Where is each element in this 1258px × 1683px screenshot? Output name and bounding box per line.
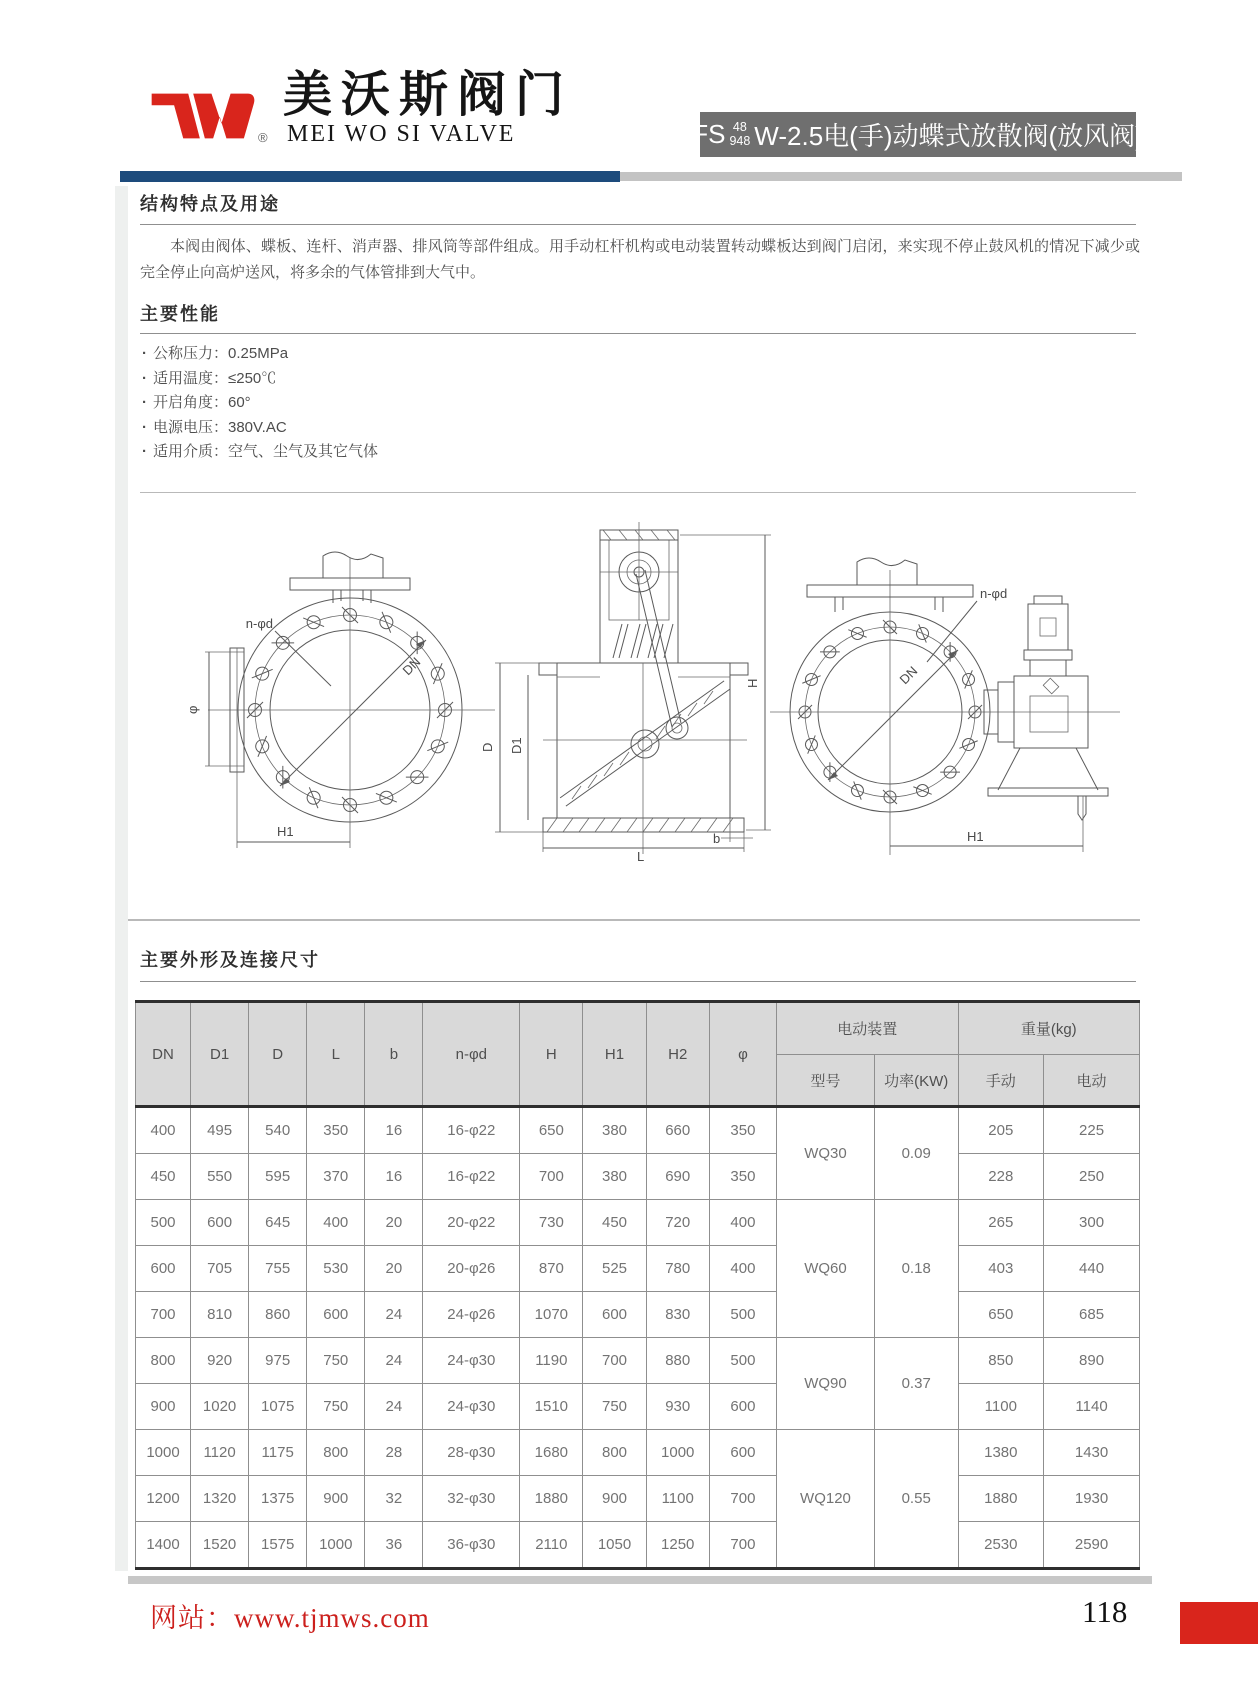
features-paragraph: 本阀由阀体、蝶板、连杆、消声器、排风筒等部件组成。用手动杠杆机构或电动装置转动蝶板达到阀门启闭，来实现不停止鼓风机的情况下减少或完全停止向高炉送风，将多余的气体管排到大气中。 bbox=[140, 238, 1140, 281]
dim-cell: 32-φ30 bbox=[423, 1476, 520, 1522]
weight-cell: 650 bbox=[958, 1292, 1044, 1338]
dim-cell: 750 bbox=[583, 1384, 646, 1430]
model-title: W-2.5电(手)动蝶式放散阀(放风阀) bbox=[754, 121, 1144, 151]
dim-cell: 400 bbox=[709, 1246, 776, 1292]
header-accent-bar-gray bbox=[620, 172, 1182, 181]
dim-cell: 540 bbox=[249, 1107, 307, 1154]
dim-label-h1: H1 bbox=[967, 829, 984, 844]
dim-cell: 880 bbox=[646, 1338, 709, 1384]
dim-label-d: D bbox=[480, 742, 495, 752]
group-header-weight: 重量(kg) bbox=[958, 1002, 1140, 1055]
dim-cell: 1000 bbox=[646, 1430, 709, 1476]
dim-cell: 400 bbox=[136, 1107, 191, 1154]
col-header-model: 型号 bbox=[777, 1055, 875, 1107]
dim-cell: 1510 bbox=[520, 1384, 583, 1430]
dim-cell: 1120 bbox=[191, 1430, 249, 1476]
dim-label-dn: DN bbox=[896, 663, 921, 688]
dim-cell: 370 bbox=[307, 1154, 365, 1200]
dim-cell: 1000 bbox=[307, 1522, 365, 1569]
dim-label-h1: H1 bbox=[277, 824, 294, 839]
model-number-stack bbox=[729, 121, 750, 147]
col-header-power: 功率(KW) bbox=[874, 1055, 958, 1107]
dim-cell: 1175 bbox=[249, 1430, 307, 1476]
dim-cell: 28-φ30 bbox=[423, 1430, 520, 1476]
col-header-h1: H1 bbox=[583, 1002, 646, 1107]
dim-cell: 700 bbox=[709, 1522, 776, 1569]
divider bbox=[140, 224, 1136, 225]
dim-cell: 800 bbox=[307, 1430, 365, 1476]
dim-label-phi: φ bbox=[185, 705, 200, 714]
actuator-power-cell: 0.18 bbox=[874, 1200, 958, 1338]
dim-cell: 450 bbox=[136, 1154, 191, 1200]
dim-cell: 16 bbox=[365, 1107, 423, 1154]
dim-cell: 920 bbox=[191, 1338, 249, 1384]
dim-cell: 1000 bbox=[136, 1430, 191, 1476]
dim-cell: 20 bbox=[365, 1246, 423, 1292]
dim-cell: 600 bbox=[709, 1430, 776, 1476]
dim-cell: 28 bbox=[365, 1430, 423, 1476]
dim-cell: 1020 bbox=[191, 1384, 249, 1430]
actuator-model-cell: WQ60 bbox=[777, 1200, 875, 1338]
brand-name-chinese: 美沃斯阀门 bbox=[283, 67, 574, 122]
dim-cell: 730 bbox=[520, 1200, 583, 1246]
weight-cell: 2530 bbox=[958, 1522, 1044, 1569]
dim-cell: 24 bbox=[365, 1338, 423, 1384]
dimension-table bbox=[135, 1000, 1140, 1570]
dim-cell: 24 bbox=[365, 1384, 423, 1430]
col-header-l: L bbox=[307, 1002, 365, 1107]
dim-cell: 2110 bbox=[520, 1522, 583, 1569]
weight-cell: 1930 bbox=[1044, 1476, 1140, 1522]
model-prefix: FS bbox=[692, 119, 726, 149]
dim-cell: 20-φ26 bbox=[423, 1246, 520, 1292]
col-header-h: H bbox=[520, 1002, 583, 1107]
dim-cell: 16-φ22 bbox=[423, 1154, 520, 1200]
weight-cell: 850 bbox=[958, 1338, 1044, 1384]
performance-list bbox=[142, 342, 378, 465]
list-item: · 公称压力：0.25MPa bbox=[142, 342, 378, 367]
col-header-manual: 手动 bbox=[958, 1055, 1044, 1107]
dim-label-n-phi-d: n-φd bbox=[245, 616, 273, 631]
dim-cell: 24-φ30 bbox=[423, 1384, 520, 1430]
weight-cell: 1140 bbox=[1044, 1384, 1140, 1430]
table-row bbox=[136, 1246, 1140, 1292]
dim-cell: 800 bbox=[583, 1430, 646, 1476]
brand-logo-icon bbox=[150, 74, 258, 158]
divider bbox=[140, 981, 1136, 982]
dim-cell: 500 bbox=[709, 1338, 776, 1384]
col-header-n-phi-d: n-φd bbox=[423, 1002, 520, 1107]
footer-divider bbox=[128, 1576, 1152, 1584]
list-item: · 适用温度：≤250℃ bbox=[142, 367, 378, 392]
dim-cell: 900 bbox=[136, 1384, 191, 1430]
dim-cell: 600 bbox=[191, 1200, 249, 1246]
weight-cell: 1880 bbox=[958, 1476, 1044, 1522]
dim-cell: 600 bbox=[583, 1292, 646, 1338]
dim-cell: 750 bbox=[307, 1338, 365, 1384]
dim-cell: 930 bbox=[646, 1384, 709, 1430]
dim-label-b: b bbox=[713, 831, 721, 846]
section-title-dimensions: 主要外形及连接尺寸 bbox=[140, 950, 320, 970]
weight-cell: 265 bbox=[958, 1200, 1044, 1246]
front-view bbox=[208, 558, 495, 848]
section-title-performance: 主要性能 bbox=[140, 304, 220, 324]
dim-cell: 860 bbox=[249, 1292, 307, 1338]
registered-trademark: ® bbox=[258, 130, 268, 145]
dim-cell: 700 bbox=[520, 1154, 583, 1200]
dim-cell: 600 bbox=[136, 1246, 191, 1292]
table-row bbox=[136, 1107, 1140, 1154]
dim-cell: 1200 bbox=[136, 1476, 191, 1522]
weight-cell: 685 bbox=[1044, 1292, 1140, 1338]
col-header-electric: 电动 bbox=[1044, 1055, 1140, 1107]
table-row bbox=[136, 1338, 1140, 1384]
dim-cell: 500 bbox=[136, 1200, 191, 1246]
electric-actuator bbox=[984, 596, 1108, 820]
list-item: · 开启角度：60° bbox=[142, 391, 378, 416]
actuator-model-cell: WQ90 bbox=[777, 1338, 875, 1430]
weight-cell: 205 bbox=[958, 1107, 1044, 1154]
weight-cell: 225 bbox=[1044, 1107, 1140, 1154]
dim-cell: 525 bbox=[583, 1246, 646, 1292]
dim-cell: 750 bbox=[307, 1384, 365, 1430]
table-row bbox=[136, 1430, 1140, 1476]
weight-cell: 1380 bbox=[958, 1430, 1044, 1476]
dim-cell: 500 bbox=[709, 1292, 776, 1338]
dim-cell: 350 bbox=[709, 1107, 776, 1154]
col-header-d1: D1 bbox=[191, 1002, 249, 1107]
dim-cell: 900 bbox=[583, 1476, 646, 1522]
weight-cell: 1430 bbox=[1044, 1430, 1140, 1476]
table-row bbox=[136, 1154, 1140, 1200]
dim-cell: 1880 bbox=[520, 1476, 583, 1522]
dim-cell: 450 bbox=[583, 1200, 646, 1246]
dim-cell: 32 bbox=[365, 1476, 423, 1522]
dim-cell: 600 bbox=[307, 1292, 365, 1338]
dim-label-dn: DN bbox=[399, 654, 424, 679]
weight-cell: 250 bbox=[1044, 1154, 1140, 1200]
dim-cell: 20 bbox=[365, 1200, 423, 1246]
dim-cell: 900 bbox=[307, 1476, 365, 1522]
dimension-table-body bbox=[136, 1107, 1140, 1569]
dim-cell: 700 bbox=[136, 1292, 191, 1338]
dim-cell: 690 bbox=[646, 1154, 709, 1200]
dim-cell: 24 bbox=[365, 1292, 423, 1338]
dim-cell: 1100 bbox=[646, 1476, 709, 1522]
dim-cell: 830 bbox=[646, 1292, 709, 1338]
actuator-power-cell: 0.09 bbox=[874, 1107, 958, 1200]
table-row bbox=[136, 1292, 1140, 1338]
dim-label-d1: D1 bbox=[509, 737, 524, 754]
dim-cell: 24-φ30 bbox=[423, 1338, 520, 1384]
dim-cell: 1250 bbox=[646, 1522, 709, 1569]
actuator-model-cell: WQ120 bbox=[777, 1430, 875, 1569]
table-row bbox=[136, 1200, 1140, 1246]
dim-cell: 650 bbox=[520, 1107, 583, 1154]
dim-cell: 660 bbox=[646, 1107, 709, 1154]
dim-cell: 16 bbox=[365, 1154, 423, 1200]
dim-cell: 20-φ22 bbox=[423, 1200, 520, 1246]
actuator-model-cell: WQ30 bbox=[777, 1107, 875, 1200]
dim-cell: 755 bbox=[249, 1246, 307, 1292]
dim-cell: 810 bbox=[191, 1292, 249, 1338]
dim-label-h: H bbox=[745, 678, 760, 688]
dim-cell: 1070 bbox=[520, 1292, 583, 1338]
dim-cell: 350 bbox=[307, 1107, 365, 1154]
dim-cell: 645 bbox=[249, 1200, 307, 1246]
dim-cell: 550 bbox=[191, 1154, 249, 1200]
actuator-power-cell: 0.37 bbox=[874, 1338, 958, 1430]
table-header bbox=[136, 1002, 1140, 1107]
col-header-dn: DN bbox=[136, 1002, 191, 1107]
footer-accent-block bbox=[1180, 1602, 1258, 1644]
dim-cell: 1575 bbox=[249, 1522, 307, 1569]
weight-cell: 403 bbox=[958, 1246, 1044, 1292]
section-view bbox=[495, 522, 771, 854]
list-item: · 适用介质：空气、尘气及其它气体 bbox=[142, 440, 378, 465]
section-title-features: 结构特点及用途 bbox=[140, 194, 280, 214]
dim-cell: 36-φ30 bbox=[423, 1522, 520, 1569]
dim-cell: 400 bbox=[307, 1200, 365, 1246]
dim-cell: 36 bbox=[365, 1522, 423, 1569]
dim-cell: 530 bbox=[307, 1246, 365, 1292]
table-row bbox=[136, 1522, 1140, 1569]
dim-cell: 1320 bbox=[191, 1476, 249, 1522]
group-header-actuator: 电动装置 bbox=[777, 1002, 958, 1055]
divider bbox=[140, 492, 1136, 493]
dim-cell: 600 bbox=[709, 1384, 776, 1430]
dim-cell: 700 bbox=[583, 1338, 646, 1384]
dim-cell: 975 bbox=[249, 1338, 307, 1384]
dim-cell: 400 bbox=[709, 1200, 776, 1246]
dim-cell: 720 bbox=[646, 1200, 709, 1246]
dim-cell: 1520 bbox=[191, 1522, 249, 1569]
dim-cell: 1680 bbox=[520, 1430, 583, 1476]
col-header-h2: H2 bbox=[646, 1002, 709, 1107]
dim-cell: 705 bbox=[191, 1246, 249, 1292]
weight-cell: 890 bbox=[1044, 1338, 1140, 1384]
weight-cell: 440 bbox=[1044, 1246, 1140, 1292]
dim-cell: 1050 bbox=[583, 1522, 646, 1569]
weight-cell: 2590 bbox=[1044, 1522, 1140, 1569]
weight-cell: 228 bbox=[958, 1154, 1044, 1200]
model-number-bottom: 948 bbox=[729, 133, 751, 148]
dim-label-n-phi-d: n-φd bbox=[980, 586, 1008, 601]
dim-cell: 1190 bbox=[520, 1338, 583, 1384]
brand-name-english: MEI WO SI VALVE bbox=[287, 121, 516, 147]
dim-cell: 380 bbox=[583, 1154, 646, 1200]
weight-cell: 1100 bbox=[958, 1384, 1044, 1430]
dim-cell: 495 bbox=[191, 1107, 249, 1154]
list-item: · 电源电压：380V.AC bbox=[142, 416, 378, 441]
dim-cell: 1075 bbox=[249, 1384, 307, 1430]
col-header-phi: φ bbox=[709, 1002, 776, 1107]
divider bbox=[128, 919, 1140, 921]
model-number-top: 48 bbox=[732, 120, 747, 135]
dim-cell: 800 bbox=[136, 1338, 191, 1384]
dim-cell: 24-φ26 bbox=[423, 1292, 520, 1338]
dim-cell: 16-φ22 bbox=[423, 1107, 520, 1154]
col-header-b: b bbox=[365, 1002, 423, 1107]
dim-cell: 1375 bbox=[249, 1476, 307, 1522]
left-margin-stripe bbox=[115, 186, 128, 1571]
dim-cell: 700 bbox=[709, 1476, 776, 1522]
dim-label-l: L bbox=[637, 849, 645, 862]
dim-cell: 595 bbox=[249, 1154, 307, 1200]
table-row bbox=[136, 1384, 1140, 1430]
valve-technical-drawing bbox=[135, 500, 1140, 862]
actuator-power-cell: 0.55 bbox=[874, 1430, 958, 1569]
website-text: 网站：www.tjmws.com bbox=[150, 1603, 430, 1633]
dim-cell: 380 bbox=[583, 1107, 646, 1154]
dim-cell: 1400 bbox=[136, 1522, 191, 1569]
table-row bbox=[136, 1476, 1140, 1522]
model-banner bbox=[692, 112, 1144, 157]
divider bbox=[140, 333, 1136, 334]
dim-cell: 780 bbox=[646, 1246, 709, 1292]
header-accent-bar-navy bbox=[120, 171, 620, 182]
dim-cell: 870 bbox=[520, 1246, 583, 1292]
dim-cell: 350 bbox=[709, 1154, 776, 1200]
col-header-d: D bbox=[249, 1002, 307, 1107]
weight-cell: 300 bbox=[1044, 1200, 1140, 1246]
page-number: 118 bbox=[1082, 1594, 1128, 1629]
